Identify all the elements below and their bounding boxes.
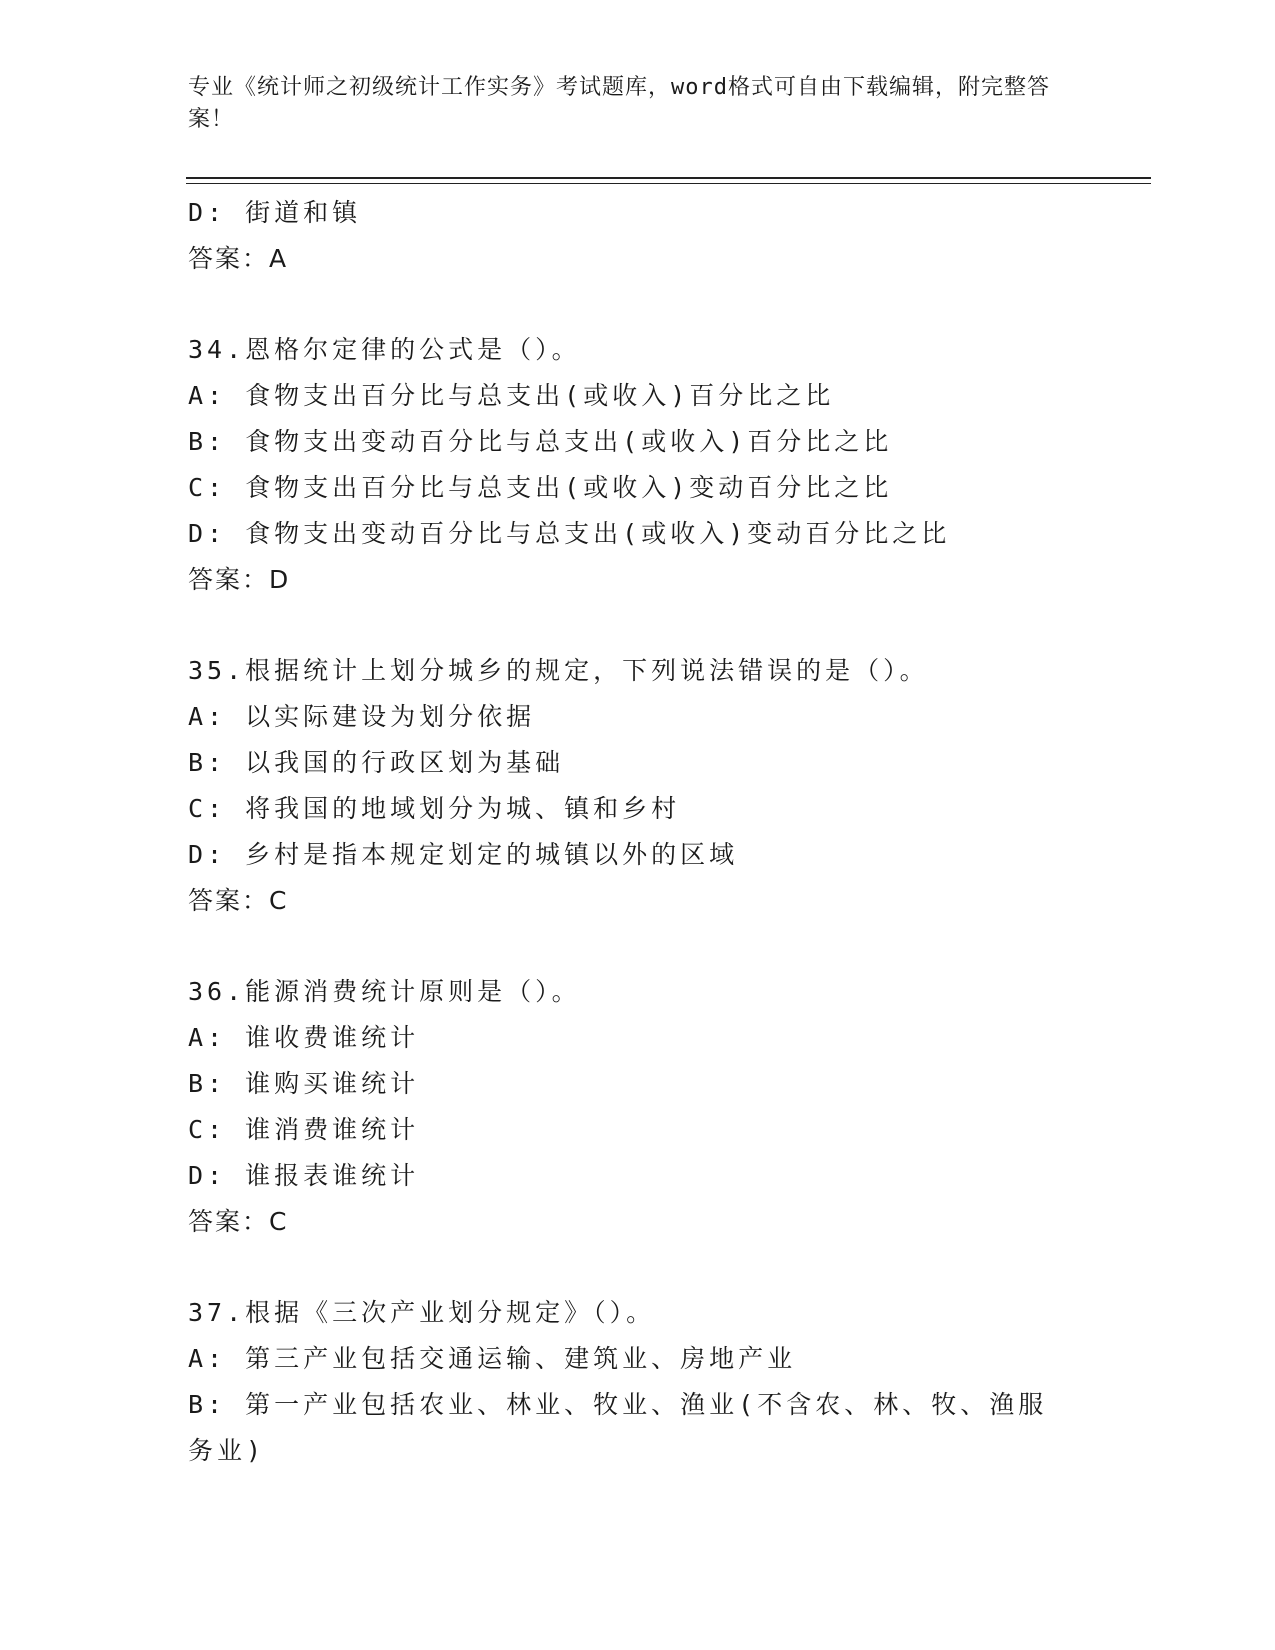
question-34: [188, 327, 1088, 603]
option-b: B: 谁购买谁统计: [188, 1069, 420, 1098]
option-c: C: 谁消费谁统计: [188, 1115, 420, 1144]
question-37: [188, 1290, 1088, 1474]
question-stem: 34.恩格尔定律的公式是（）。: [188, 335, 581, 364]
answer: 答案：A: [188, 244, 289, 273]
option-d: D: 街道和镇: [188, 198, 362, 227]
option-a: A: 第三产业包括交通运输、建筑业、房地产业: [188, 1344, 797, 1373]
question-stem: 36.能源消费统计原则是（）。: [188, 977, 581, 1006]
header-text: 专业《统计师之初级统计工作实务》考试题库，word格式可自由下载编辑，附完整答案！: [188, 75, 1050, 132]
question-list: [188, 190, 1088, 1474]
option-a: A: 食物支出百分比与总支出(或收入)百分比之比: [188, 381, 835, 410]
document-header: [188, 72, 1068, 136]
answer: 答案：C: [188, 886, 289, 915]
question-stem: 37.根据《三次产业划分规定》（）。: [188, 1298, 656, 1327]
option-a: A: 以实际建设为划分依据: [188, 702, 536, 731]
option-b: B: 食物支出变动百分比与总支出(或收入)百分比之比: [188, 427, 893, 456]
header-rule-thick: [186, 177, 1151, 179]
question-36: [188, 969, 1088, 1245]
option-d: D: 乡村是指本规定划定的城镇以外的区域: [188, 840, 739, 869]
option-a: A: 谁收费谁统计: [188, 1023, 420, 1052]
header-rule-thin: [186, 183, 1151, 184]
question-stem: 35.根据统计上划分城乡的规定，下列说法错误的是（）。: [188, 656, 929, 685]
option-c: C: 将我国的地域划分为城、镇和乡村: [188, 794, 681, 823]
answer: 答案：D: [188, 565, 291, 594]
option-d: D: 谁报表谁统计: [188, 1161, 420, 1190]
option-b: B: 以我国的行政区划为基础: [188, 748, 565, 777]
question-35: [188, 648, 1088, 924]
option-c: C: 食物支出百分比与总支出(或收入)变动百分比之比: [188, 473, 893, 502]
answer: 答案：C: [188, 1207, 289, 1236]
option-d: D: 食物支出变动百分比与总支出(或收入)变动百分比之比: [188, 519, 951, 548]
option-b: B: 第一产业包括农业、林业、牧业、渔业(不含农、林、牧、渔服务业): [188, 1390, 1048, 1465]
